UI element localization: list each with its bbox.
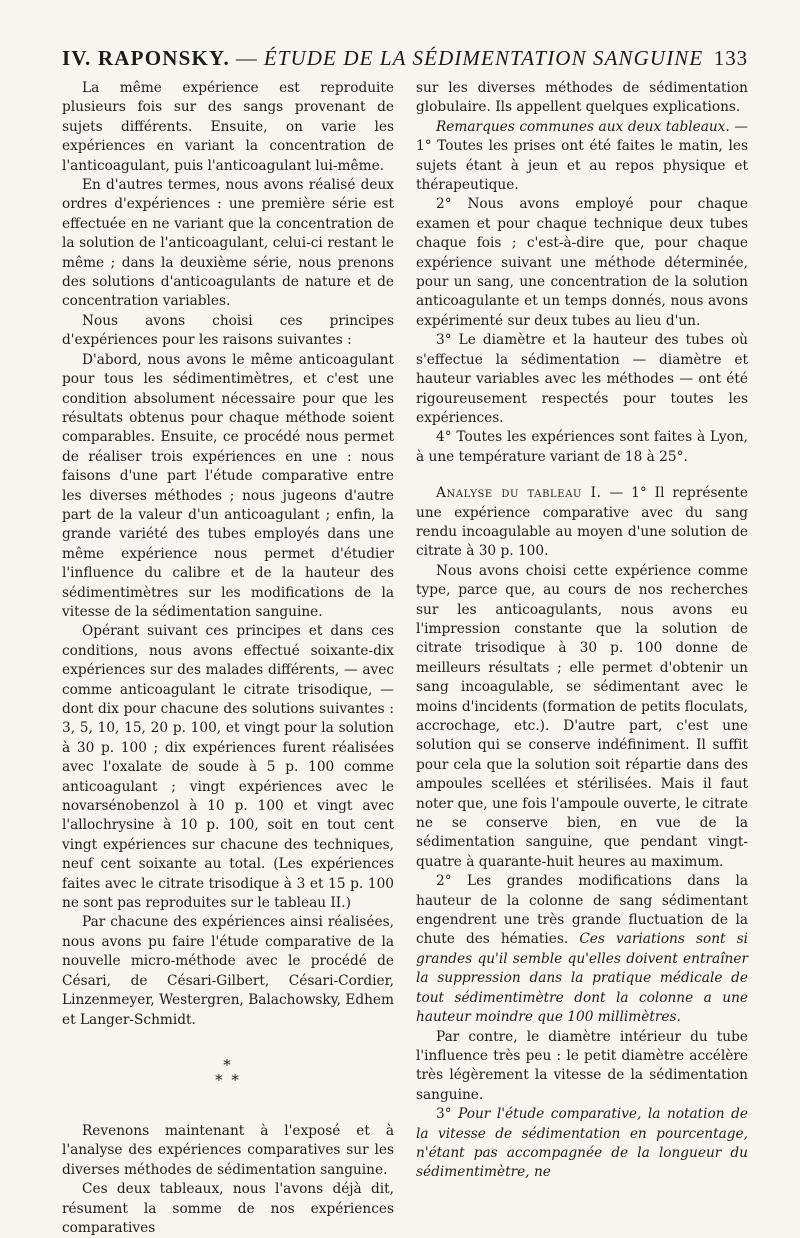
paragraph: sur les diverses méthodes de sédimentation globulaire. Ils appellent quelques explications. [416,80,748,116]
section-break-asterism [62,1055,394,1089]
paragraph: Nous avons choisi cette expérience comme type, parce que, au cours de nos recherches sur les anticoagulants, nous avons eu l'impression constante que la solution de citrate trisodique à 30 p. 100 donne de meilleurs résultats ; elle permet d'obtenir un sang incoagulable, se sédimentant avec le moins d'incidents (formation de petits floculats, accrochage, etc.). D'autre part, c'est une solution qui se conserve indéfiniment. Il suffit pour cela que la solution soit répartie dans des ampoules scellées et stérilisées. Mais il faut noter que, une fois l'ampoule ouverte, le citrate ne se conserve bien, en vue de la sédimentation sanguine, que pendant vingt-quatre à quarante-huit heures au maximum. [416,562,748,870]
page-number: 133 [713,46,748,70]
header-left [62,46,703,71]
paragraph [416,872,748,1027]
point-2-italic: Ces variations sont si grandes qu'il semble qu'elles doivent entraîner la suppression dans la pratique médicale de tout sédimentimètre dont la colonne a une hauteur moindre que 100 millimètres. [416,931,748,1026]
paragraph: Nous avons choisi ces principes d'expériences pour les raisons suivantes : [62,312,394,349]
paragraph: Par chacune des expériences ainsi réalisées, nous avons pu faire l'étude comparative de la nouvelle micro-méthode avec le procédé de Césari, de Césari-Gilbert, Césari-Cordier, Linzenmeyer, Westergren, Balachowsky, Edhem et Langer-Schmidt. [62,914,394,1028]
analysis-heading: Analyse du tableau I. [436,485,602,502]
paragraph [416,484,748,562]
paragraph: Ces deux tableaux, nous l'avons déjà dit, résument la somme de nos expériences comparatives [62,1181,394,1236]
paragraph: Revenons maintenant à l'exposé et à l'analyse des expériences comparatives sur les diverses méthodes de sédimentation sanguine. [62,1122,394,1178]
left-column [62,79,394,1238]
paragraph: 4° Toutes les expériences sont faites à Lyon, à une température variant de 18 à 25°. [416,429,748,465]
asterism-top: * [223,1055,233,1074]
paragraph: D'abord, nous avons le même anticoagulant pour tous les sédimentimètres, et c'est une condition absolument nécessaire pour que les résultats obtenus pour chaque méthode soient comparables. Ensuite, ce procédé nous permet de réaliser trois expériences en une : nous faisons d'une part l'étude comparative entre les diverses méthodes ; nous jugeons d'autre part de la valeur d'un anticoagulant ; enfin, la grande variété des tubes employés dans une même expérience nous permet d'étudier l'influence du calibre et de la hauteur des sédimentimètres sur les modifications de la vitesse de la sédimentation sanguine. [62,351,394,620]
two-column-body [62,79,748,1238]
asterism-bottom: * * [215,1070,241,1089]
header-dash: — [235,46,258,70]
paragraph [416,118,748,196]
paragraph: 3° Le diamètre et la hauteur des tubes où s'effectue la sédimentation — diamètre et hauteur variables avec les méthodes — ont été rigoureusement respectés pour toutes les expériences. [416,332,748,426]
running-head [62,46,748,71]
header-author: IV. RAPONSKY. [62,46,230,70]
paragraph: En d'autres termes, nous avons réalisé deux ordres d'expériences : une première série est effectuée en ne variant que la concentration de la solution de l'anticoagulant, celui-ci restant le même ; dans la deuxième série, nous prenons des solutions d'anticoagulants de nature et de concentration variables. [62,177,394,310]
analysis-point-1: — 1° Il représente une expérience comparative avec du sang rendu incoagulable au moyen d'une solution de citrate à 30 p. 100. [416,485,749,560]
point-2-text: 2° Les grandes modifications dans la hauteur de la colonne de sang sédimentant engendrent une très grande fluctuation de la chute des hématies. [416,873,748,948]
paragraph: La même expérience est reproduite plusieurs fois sur des sangs provenant de sujets différents. Ensuite, on varie les expériences en variant la concentration de l'anticoagulant, puis l'anticoagulant lui-même. [62,80,394,174]
paragraph: 2° Nous avons employé pour chaque examen et pour chaque technique deux tubes chaque fois ; c'est-à-dire que, pour chaque expérience suivant une méthode déterminée, pour un sang, une concentration de la solution anticoagulante et un temps donnés, nous avons expérimenté sur deux tubes au lieu d'un. [416,196,748,329]
header-title: ÉTUDE DE LA SÉDIMENTATION SANGUINE [263,46,704,70]
paragraph: Opérant suivant ces principes et dans ces conditions, nous avons effectué soixante-dix expériences sur des malades différents, — avec comme anticoagulant le citrate trisodique, — dont dix pour chacune des solutions suivantes : 3, 5, 10, 15, 20 p. 100, et vingt pour la solution à 30 p. 100 ; dix expériences furent réalisées avec l'oxalate de soude à 5 p. 100 comme anticoagulant ; vingt expériences avec le novarsénobenzol à 10 p. 100 et vingt avec l'allochrysine à 10 p. 100, soit en tout cent vingt expériences sur chacune des techniques, neuf cent soixante au total. (Les expériences faites avec le citrate trisodique à 3 et 15 p. 100 ne sont pas reproduites sur le tableau II.) [62,623,394,912]
right-column [416,79,748,1238]
point-3-number: 3° [436,1106,452,1123]
paragraph: Par contre, le diamètre intérieur du tube l'influence très peu : le petit diamètre accélère très légèrement la vitesse de la sédimentation sanguine. [416,1028,748,1103]
remarks-heading: Remarques communes aux deux tableaux. — [436,118,748,135]
point-3-italic: Pour l'étude comparative, la notation de la vitesse de sédimentation en pourcentage, n'étant pas accompagnée de la longueur du sédimentimètre, ne [416,1106,748,1181]
paragraph [416,1105,748,1183]
remarks-point-1: 1° Toutes les prises ont été faites le matin, les sujets étant à jeun et au repos physique et thérapeutique. [416,138,748,194]
